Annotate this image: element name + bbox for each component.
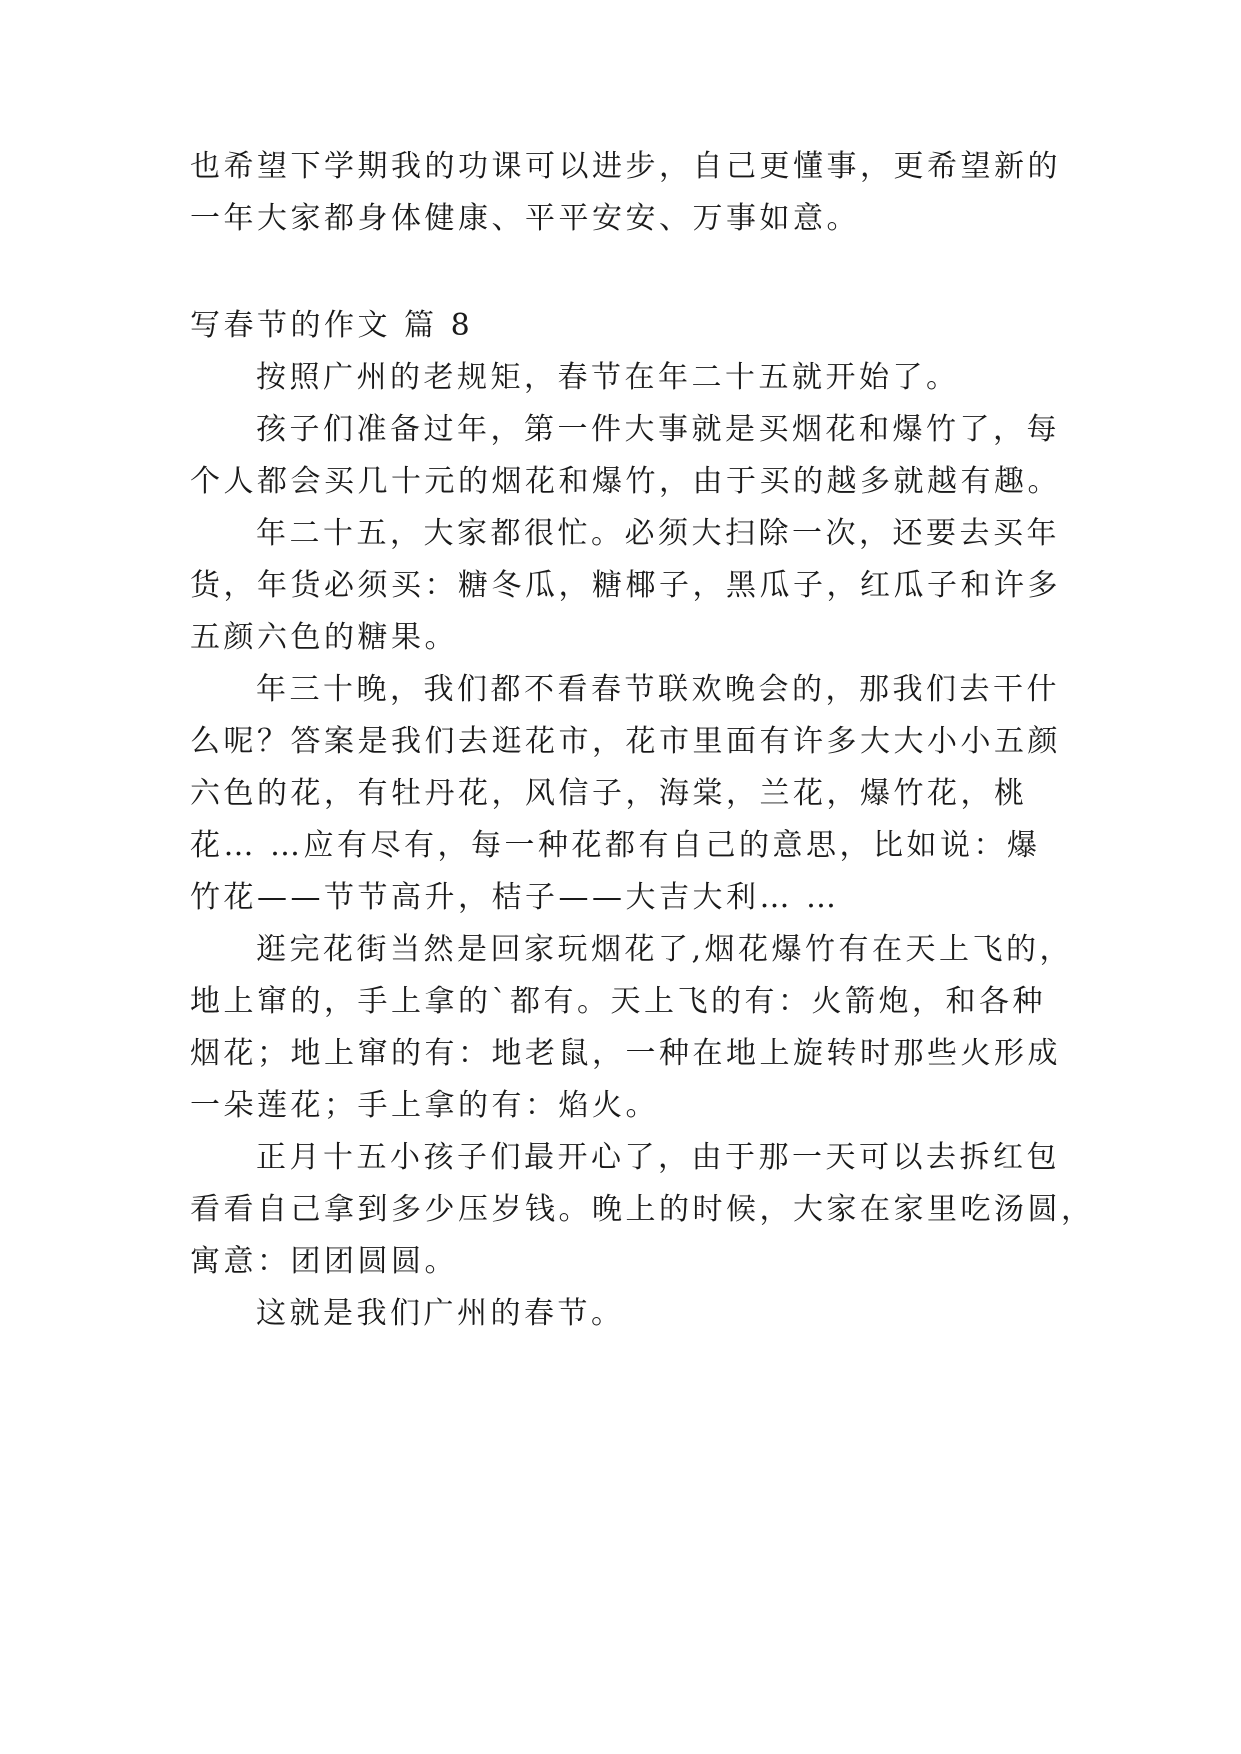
paragraph-line: 寓意：团团圆圆。 — [190, 1244, 458, 1279]
paragraph-line: 花… …应有尽有，每一种花都有自己的意思，比如说：爆 — [190, 828, 1041, 863]
paragraph-line: 么呢？答案是我们去逛花市，花市里面有许多大大小小五颜 — [190, 724, 1061, 759]
paragraph-line: 看看自己拿到多少压岁钱。晚上的时候，大家在家里吃汤圆， — [190, 1192, 1095, 1227]
paragraph-line: 一朵莲花；手上拿的有：焰火。 — [190, 1088, 659, 1123]
text-line: 也希望下学期我的功课可以进步，自己更懂事，更希望新的 — [190, 149, 1061, 184]
paragraph-line: 孩子们准备过年，第一件大事就是买烟花和爆竹了，每 — [256, 412, 1060, 447]
paragraph-line: 竹花——节节高升，桔子——大吉大利… … — [190, 880, 840, 915]
paragraph-line: 年二十五，大家都很忙。必须大扫除一次，还要去买年 — [256, 516, 1060, 551]
paragraph-line: 这就是我们广州的春节。 — [256, 1296, 625, 1331]
paragraph-line: 烟花；地上窜的有：地老鼠，一种在地上旋转时那些火形成 — [190, 1036, 1061, 1071]
paragraph-line: 货，年货必须买：糖冬瓜，糖椰子，黑瓜子，红瓜子和许多 — [190, 568, 1061, 603]
paragraph-line: 年三十晚，我们都不看春节联欢晚会的，那我们去干什 — [256, 672, 1060, 707]
text-line: 一年大家都身体健康、平平安安、万事如意。 — [190, 201, 860, 236]
paragraph-line: 个人都会买几十元的烟花和爆竹，由于买的越多就越有趣。 — [190, 464, 1061, 499]
paragraph-line: 六色的花，有牡丹花，风信子，海棠，兰花，爆竹花，桃 — [190, 776, 1028, 811]
paragraph-line: 逛完花街当然是回家玩烟花了,烟花爆竹有在天上飞的， — [256, 932, 1074, 967]
section-heading: 写春节的作文 篇 8 — [190, 308, 474, 343]
paragraph-line: 按照广州的老规矩，春节在年二十五就开始了。 — [256, 360, 960, 395]
paragraph-line: 地上窜的，手上拿的`都有。天上飞的有：火箭炮，和各种 — [190, 984, 1046, 1019]
paragraph-line: 正月十五小孩子们最开心了，由于那一天可以去拆红包 — [256, 1140, 1060, 1175]
paragraph-line: 五颜六色的糖果。 — [190, 620, 458, 655]
